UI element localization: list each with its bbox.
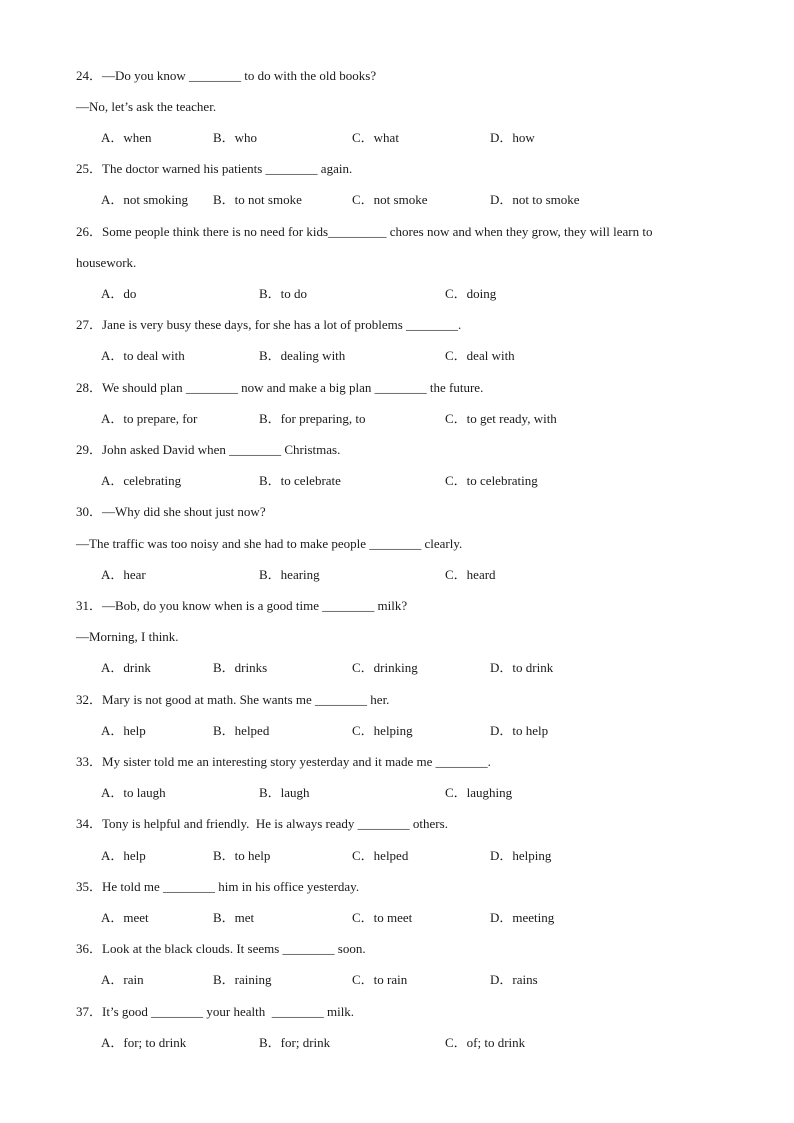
option-label: B． xyxy=(213,848,235,863)
question-number: 25． xyxy=(76,161,103,176)
question-stem-continuation xyxy=(76,255,136,271)
answer-option-d[interactable] xyxy=(490,130,535,146)
question-number: 37． xyxy=(76,1004,103,1019)
answer-option-c[interactable] xyxy=(445,567,496,583)
question-number: 30． xyxy=(76,504,103,519)
answer-option-a[interactable] xyxy=(101,785,166,801)
answer-option-c[interactable] xyxy=(445,348,515,364)
answer-option-b[interactable] xyxy=(259,567,320,583)
option-label: C． xyxy=(352,972,374,987)
option-text: to drink xyxy=(512,660,554,675)
option-text: helped xyxy=(373,848,409,863)
question-text: It’s good ________ your health ________ milk. xyxy=(102,1004,355,1019)
question-text: —Do you know ________ to do with the old books? xyxy=(102,68,377,83)
question-stem xyxy=(76,1004,354,1020)
answer-option-d[interactable] xyxy=(490,192,580,208)
question-number: 32． xyxy=(76,692,103,707)
question-text: —The traffic was too noisy and she had to make people ________ clearly. xyxy=(76,536,463,551)
option-label: C． xyxy=(445,411,467,426)
question-number: 27． xyxy=(76,317,103,332)
option-label: A． xyxy=(101,1035,124,1050)
question-number: 35． xyxy=(76,879,103,894)
option-label: A． xyxy=(101,567,124,582)
option-label: C． xyxy=(352,910,374,925)
option-label: A． xyxy=(101,130,124,145)
question-text: John asked David when ________ Christmas. xyxy=(102,442,341,457)
option-text: celebrating xyxy=(123,473,182,488)
answer-option-a[interactable] xyxy=(101,972,144,988)
option-text: laugh xyxy=(280,785,310,800)
option-label: B． xyxy=(213,910,235,925)
option-label: B． xyxy=(259,286,281,301)
answer-option-d[interactable] xyxy=(490,972,538,988)
question-text: My sister told me an interesting story yesterday and it made me ________. xyxy=(102,754,491,769)
answer-option-b[interactable] xyxy=(213,130,257,146)
option-text: laughing xyxy=(466,785,513,800)
question-text: —No, let’s ask the teacher. xyxy=(76,99,217,114)
option-label: C． xyxy=(445,785,467,800)
answer-option-c[interactable] xyxy=(445,785,512,801)
answer-option-d[interactable] xyxy=(490,660,553,676)
answer-option-c[interactable] xyxy=(352,192,427,208)
option-label: D． xyxy=(490,192,513,207)
option-text: to help xyxy=(234,848,271,863)
question-stem xyxy=(76,754,491,770)
option-text: who xyxy=(234,130,258,145)
question-number: 26． xyxy=(76,224,103,239)
question-text: Mary is not good at math. She wants me ________ her. xyxy=(102,692,390,707)
answer-option-a[interactable] xyxy=(101,130,152,146)
option-text: hear xyxy=(123,567,146,582)
option-label: A． xyxy=(101,723,124,738)
option-text: helping xyxy=(512,848,552,863)
option-text: rains xyxy=(512,972,538,987)
question-stem xyxy=(76,442,340,458)
question-stem xyxy=(76,598,407,614)
option-text: help xyxy=(123,848,146,863)
option-label: D． xyxy=(490,910,513,925)
question-stem-continuation xyxy=(76,629,179,645)
answer-option-d[interactable] xyxy=(490,910,554,926)
option-label: C． xyxy=(352,130,374,145)
question-stem-continuation xyxy=(76,536,462,552)
option-text: raining xyxy=(234,972,272,987)
question-number: 34． xyxy=(76,816,103,831)
answer-option-c[interactable] xyxy=(352,660,418,676)
question-number: 24． xyxy=(76,68,103,83)
option-text: meet xyxy=(123,910,149,925)
option-text: how xyxy=(512,130,535,145)
option-label: A． xyxy=(101,348,124,363)
option-text: to laugh xyxy=(123,785,166,800)
question-stem xyxy=(76,879,359,895)
answer-option-b[interactable] xyxy=(259,1035,330,1051)
option-label: C． xyxy=(352,723,374,738)
option-text: doing xyxy=(466,286,497,301)
option-label: B． xyxy=(259,473,281,488)
option-label: B． xyxy=(213,972,235,987)
answer-option-c[interactable] xyxy=(445,473,538,489)
option-label: A． xyxy=(101,910,124,925)
option-label: B． xyxy=(259,1035,281,1050)
answer-option-b[interactable] xyxy=(259,348,345,364)
option-text: to meet xyxy=(373,910,413,925)
option-text: help xyxy=(123,723,146,738)
option-label: C． xyxy=(352,848,374,863)
option-text: meeting xyxy=(512,910,555,925)
question-text: —Morning, I think. xyxy=(76,629,179,644)
question-stem xyxy=(76,68,376,84)
option-label: B． xyxy=(259,567,281,582)
answer-option-b[interactable] xyxy=(259,286,307,302)
answer-option-b[interactable] xyxy=(213,910,254,926)
option-text: not smoke xyxy=(373,192,428,207)
option-text: drinking xyxy=(373,660,418,675)
option-text: when xyxy=(123,130,152,145)
option-text: to deal with xyxy=(123,348,185,363)
option-text: helped xyxy=(234,723,270,738)
question-stem xyxy=(76,692,389,708)
question-text: —Why did she shout just now? xyxy=(102,504,266,519)
answer-option-c[interactable] xyxy=(445,286,496,302)
option-text: to help xyxy=(512,723,549,738)
option-text: not to smoke xyxy=(512,192,580,207)
question-stem xyxy=(76,504,266,520)
question-stem-continuation xyxy=(76,99,216,115)
question-text: Look at the black clouds. It seems ________ soon. xyxy=(102,941,366,956)
option-text: to celebrating xyxy=(466,473,538,488)
answer-option-d[interactable] xyxy=(490,848,551,864)
question-stem xyxy=(76,161,352,177)
question-text: He told me ________ him in his office yesterday. xyxy=(102,879,360,894)
option-text: to celebrate xyxy=(280,473,341,488)
question-text: —Bob, do you know when is a good time ________ milk? xyxy=(102,598,408,613)
answer-option-b[interactable] xyxy=(259,785,310,801)
answer-option-b[interactable] xyxy=(213,848,270,864)
answer-option-b[interactable] xyxy=(213,972,272,988)
option-text: to prepare, for xyxy=(123,411,198,426)
question-stem xyxy=(76,380,483,396)
answer-option-c[interactable] xyxy=(445,411,557,427)
option-text: to rain xyxy=(373,972,408,987)
option-text: for; to drink xyxy=(123,1035,187,1050)
answer-option-c[interactable] xyxy=(352,130,399,146)
option-text: to not smoke xyxy=(234,192,302,207)
answer-option-b[interactable] xyxy=(259,473,341,489)
answer-option-c[interactable] xyxy=(352,910,412,926)
option-label: A． xyxy=(101,473,124,488)
option-text: helping xyxy=(373,723,413,738)
question-text: We should plan ________ now and make a big plan ________ the future. xyxy=(102,380,484,395)
option-text: of; to drink xyxy=(466,1035,526,1050)
option-label: A． xyxy=(101,192,124,207)
answer-option-a[interactable] xyxy=(101,348,185,364)
option-label: B． xyxy=(213,192,235,207)
question-number: 33． xyxy=(76,754,103,769)
answer-option-a[interactable] xyxy=(101,567,146,583)
question-stem xyxy=(76,816,448,832)
answer-option-a[interactable] xyxy=(101,910,149,926)
question-text: Tony is helpful and friendly. He is always ready ________ others. xyxy=(102,816,448,831)
option-label: D． xyxy=(490,848,513,863)
option-text: heard xyxy=(466,567,496,582)
answer-option-b[interactable] xyxy=(259,411,366,427)
option-label: B． xyxy=(213,130,235,145)
question-stem xyxy=(76,317,461,333)
question-number: 29． xyxy=(76,442,103,457)
option-label: A． xyxy=(101,411,124,426)
option-text: drink xyxy=(123,660,151,675)
option-label: A． xyxy=(101,848,124,863)
answer-option-a[interactable] xyxy=(101,848,146,864)
option-label: A． xyxy=(101,660,124,675)
option-label: C． xyxy=(445,473,467,488)
answer-option-a[interactable] xyxy=(101,723,146,739)
answer-option-c[interactable] xyxy=(352,972,407,988)
option-text: do xyxy=(123,286,137,301)
option-label: C． xyxy=(445,567,467,582)
option-label: C． xyxy=(445,1035,467,1050)
option-label: D． xyxy=(490,660,513,675)
option-label: B． xyxy=(259,785,281,800)
option-text: to get ready, with xyxy=(466,411,557,426)
option-label: C． xyxy=(352,660,374,675)
option-text: met xyxy=(234,910,255,925)
option-text: deal with xyxy=(466,348,515,363)
answer-option-b[interactable] xyxy=(213,192,302,208)
option-text: drinks xyxy=(234,660,268,675)
option-text: to do xyxy=(280,286,308,301)
option-label: C． xyxy=(445,348,467,363)
option-text: dealing with xyxy=(280,348,346,363)
option-label: B． xyxy=(213,723,235,738)
answer-option-a[interactable] xyxy=(101,286,136,302)
option-label: D． xyxy=(490,723,513,738)
option-text: for preparing, to xyxy=(280,411,366,426)
option-text: hearing xyxy=(280,567,320,582)
answer-option-c[interactable] xyxy=(352,723,413,739)
question-stem xyxy=(76,224,652,240)
answer-option-a[interactable] xyxy=(101,411,197,427)
option-text: what xyxy=(373,130,399,145)
answer-option-d[interactable] xyxy=(490,723,548,739)
answer-option-a[interactable] xyxy=(101,1035,186,1051)
option-label: B． xyxy=(259,348,281,363)
answer-option-b[interactable] xyxy=(213,723,269,739)
question-number: 36． xyxy=(76,941,103,956)
option-label: D． xyxy=(490,972,513,987)
option-text: rain xyxy=(123,972,144,987)
option-label: D． xyxy=(490,130,513,145)
question-stem xyxy=(76,941,366,957)
option-label: A． xyxy=(101,785,124,800)
answer-option-a[interactable] xyxy=(101,660,151,676)
option-label: B． xyxy=(213,660,235,675)
option-text: for; drink xyxy=(280,1035,331,1050)
question-text: Jane is very busy these days, for she has a lot of problems ________. xyxy=(102,317,462,332)
question-text: The doctor warned his patients ________ again. xyxy=(102,161,353,176)
option-text: not smoking xyxy=(123,192,189,207)
answer-option-a[interactable] xyxy=(101,192,188,208)
answer-option-a[interactable] xyxy=(101,473,181,489)
answer-option-c[interactable] xyxy=(445,1035,525,1051)
question-number: 31． xyxy=(76,598,103,613)
option-label: A． xyxy=(101,286,124,301)
question-number: 28． xyxy=(76,380,103,395)
option-label: A． xyxy=(101,972,124,987)
option-label: C． xyxy=(445,286,467,301)
option-label: C． xyxy=(352,192,374,207)
answer-option-c[interactable] xyxy=(352,848,408,864)
option-label: B． xyxy=(259,411,281,426)
question-text: Some people think there is no need for kids_________ chores now and when they grow, they will learn to xyxy=(102,224,653,239)
answer-option-b[interactable] xyxy=(213,660,267,676)
question-text: housework. xyxy=(76,255,137,270)
